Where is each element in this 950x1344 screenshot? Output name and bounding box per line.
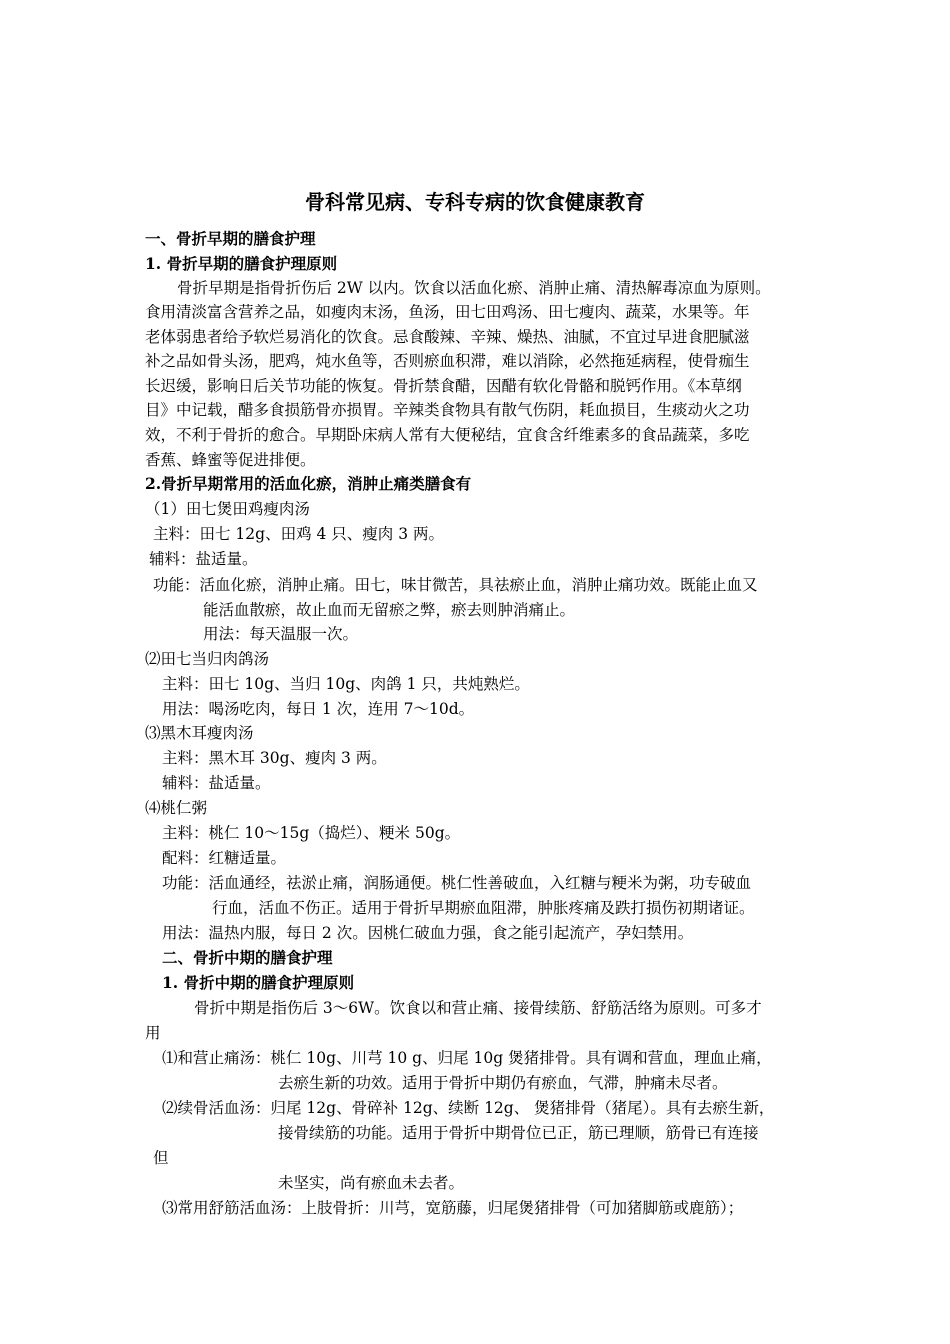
paragraph-line: 补之品如骨头汤，肥鸡，炖水鱼等，否则瘀血积滞，难以消除，必然拖延病程，使骨痂生	[145, 352, 750, 370]
recipe-4-aux: 配料：红糖适量。	[162, 849, 287, 867]
paragraph-line: 骨折早期是指骨折伤后 2W 以内。饮食以活血化瘀、消肿止痛、清热解毒凉血为原则。	[177, 279, 771, 297]
item-3-line: ⑶常用舒筋活血汤：上肢骨折：川芎，宽筋藤，归尾煲猪排骨（可加猪脚筋或鹿筋）；	[162, 1199, 744, 1217]
recipe-4-usage: 用法：温热内服，每日 2 次。因桃仁破血力强，食之能引起流产，孕妇禁用。	[162, 924, 694, 942]
paragraph-line: 用	[145, 1024, 161, 1042]
paragraph-line: 老体弱患者给予软烂易消化的饮食。忌食酸辣、辛辣、燥热、油腻，不宜过早进食肥腻滋	[145, 328, 750, 346]
recipe-1-usage: 用法：每天温服一次。	[203, 625, 359, 643]
paragraph-line: 香蕉、蜂蜜等促进排便。	[145, 451, 316, 469]
item-2-line-wrap: 但	[153, 1149, 169, 1167]
recipe-1-function-cont: 能活血散瘀，故止血而无留瘀之弊，瘀去则肿消痛止。	[203, 601, 576, 619]
paragraph-line: 骨折中期是指伤后 3～6W。饮食以和营止痛、接骨续筋、舒筋活络为原则。可多才	[194, 999, 762, 1017]
item-2-line: ⑵续骨活血汤：归尾 12g、骨碎补 12g、续断 12g、 煲猪排骨（猪尾）。具有去瘀生新，	[162, 1099, 775, 1117]
recipe-3-aux: 辅料：盐适量。	[162, 774, 271, 792]
document-title: 骨科常见病、专科专病的饮食健康教育	[305, 190, 645, 214]
recipe-2-name: ⑵田七当归肉鸽汤	[145, 650, 270, 668]
recipe-1-main: 主料：田七 12g、田鸡 4 只、瘦肉 3 两。	[153, 525, 445, 543]
section-1-heading: 一、骨折早期的膳食护理	[145, 229, 316, 248]
paragraph-line: 效，不利于骨折的愈合。早期卧床病人常有大便秘结，宜食含纤维素多的食品蔬菜，多吃	[145, 426, 750, 444]
item-2-line-end: 未坚实，尚有瘀血未去者。	[278, 1174, 465, 1192]
recipe-4-name: ⑷桃仁粥	[145, 799, 208, 817]
item-1-line-cont: 去瘀生新的功效。适用于骨折中期仍有瘀血，气滞，肿痛未尽者。	[278, 1074, 728, 1092]
paragraph-line: 目》中记载，醋多食损筋骨亦损胃。辛辣类食物具有散气伤阴，耗血损目，生痰动火之功	[145, 401, 750, 419]
item-1-line: ⑴和营止痛汤：桃仁 10g、川芎 10 g、归尾 10g 煲猪排骨。具有调和营血，理血止痛，	[162, 1049, 772, 1067]
recipe-4-function: 功能：活血通经，祛淤止痛，润肠通便。桃仁性善破血，入红糖与粳米为粥，功专破血	[162, 874, 752, 892]
recipe-1-function: 功能：活血化瘀，消肿止痛。田七，味甘微苦，具祛瘀止血，消肿止痛功效。既能止血又	[153, 576, 758, 594]
recipe-4-function-cont: 行血，活血不伤正。适用于骨折早期瘀血阻滞，肿胀疼痛及跌打损伤初期诸证。	[212, 899, 755, 917]
item-2-line-cont: 接骨续筋的功能。适用于骨折中期骨位已正，筋已理顺，筋骨已有连接	[278, 1124, 759, 1142]
recipe-3-main: 主料：黑木耳 30g、瘦肉 3 两。	[162, 749, 387, 767]
recipe-4-main: 主料：桃仁 10～15g（捣烂）、粳米 50g。	[162, 824, 461, 842]
section-2-heading: 二、骨折中期的膳食护理	[162, 948, 333, 967]
paragraph-line: 食用清淡富含营养之品，如瘦肉末汤，鱼汤，田七田鸡汤、田七瘦肉、蔬菜，水果等。年	[145, 303, 750, 321]
section-2-1-heading: 1. 骨折中期的膳食护理原则	[162, 973, 355, 992]
recipe-2-main: 主料：田七 10g、当归 10g、肉鸽 1 只，共炖熟烂。	[162, 675, 530, 693]
recipe-1-name: （1）田七煲田鸡瘦肉汤	[145, 500, 310, 518]
recipe-1-aux: 辅料：盐适量。	[149, 550, 258, 568]
section-1-2-heading: 2.骨折早期常用的活血化瘀，消肿止痛类膳食有	[145, 474, 472, 493]
recipe-3-name: ⑶黑木耳瘦肉汤	[145, 724, 254, 742]
recipe-2-usage: 用法：喝汤吃肉，每日 1 次，连用 7～10d。	[162, 700, 475, 718]
paragraph-line: 长迟缓，影响日后关节功能的恢复。骨折禁食醋，因醋有软化骨骼和脱钙作用。《本草纲	[145, 377, 742, 395]
section-1-1-heading: 1. 骨折早期的膳食护理原则	[145, 254, 338, 273]
